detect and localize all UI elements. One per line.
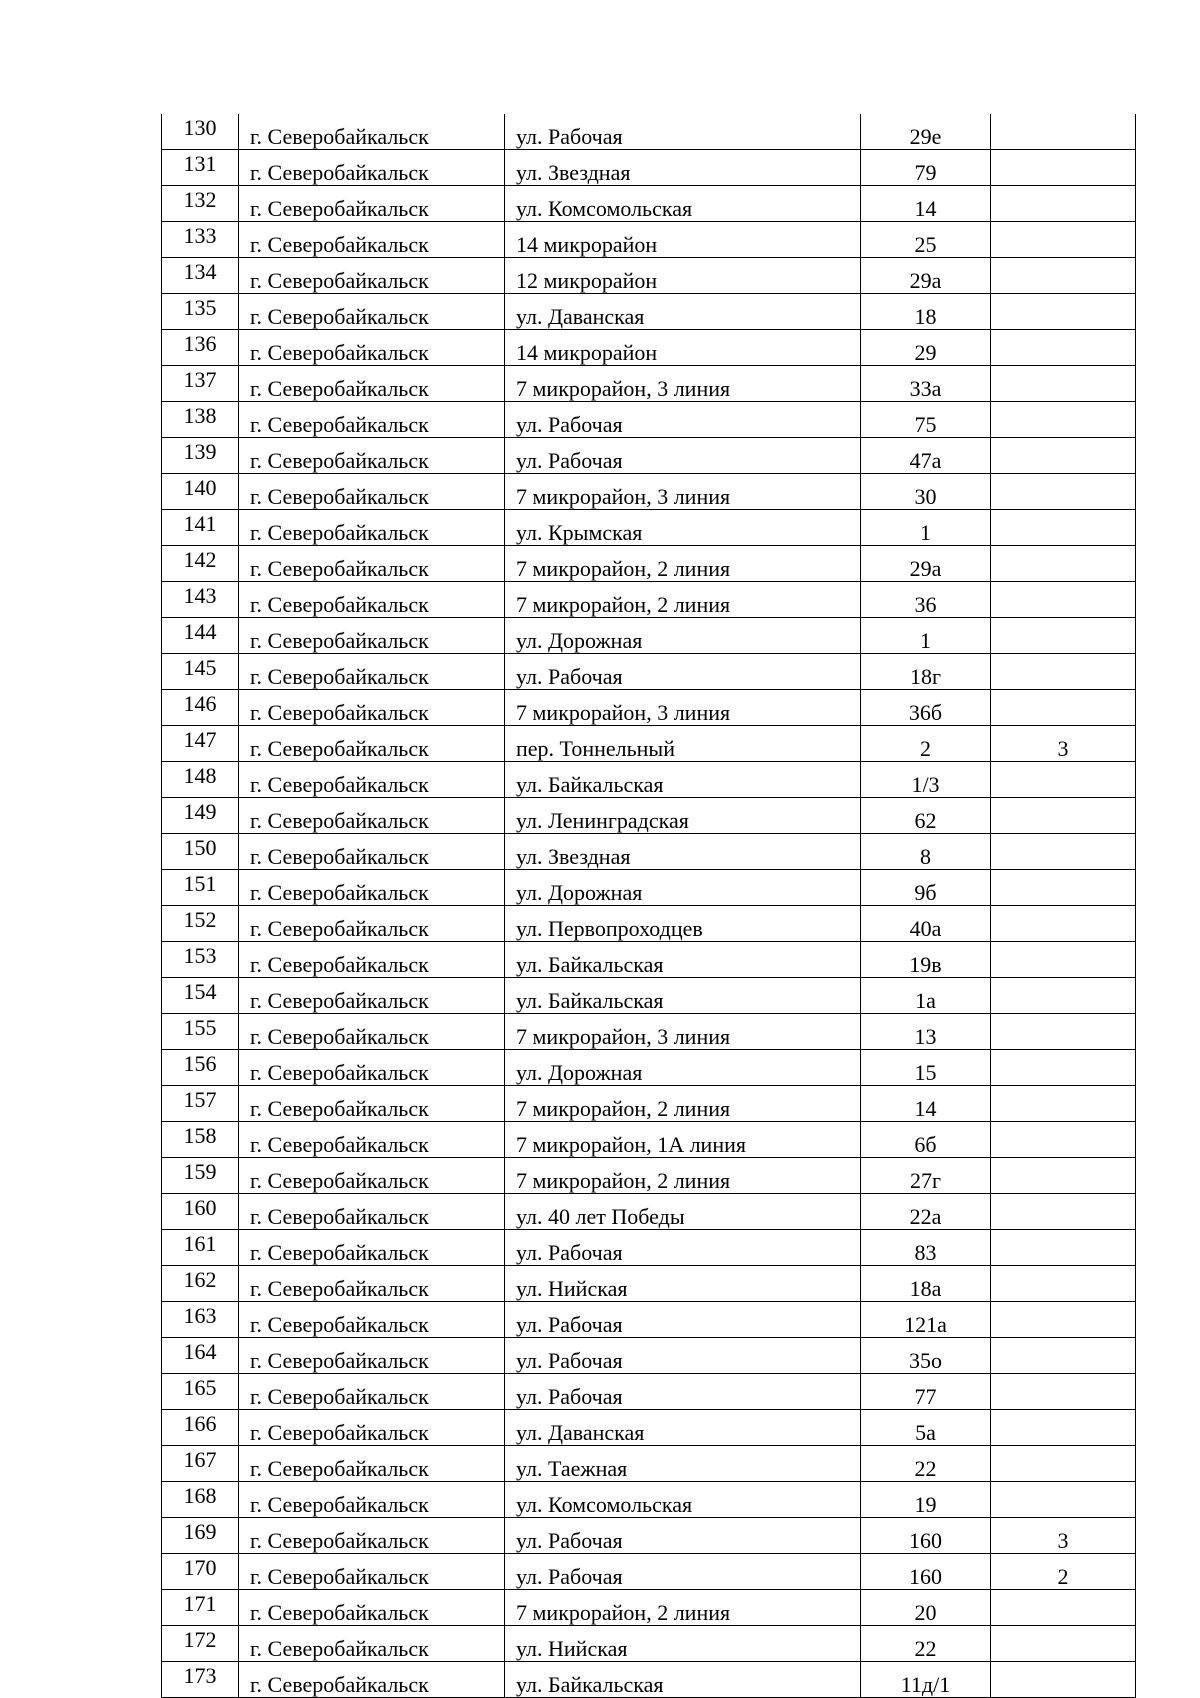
row-number: 149 — [162, 798, 239, 834]
row-number: 136 — [162, 330, 239, 366]
city-cell: г. Северобайкальск — [239, 762, 505, 798]
extra-cell — [991, 474, 1136, 510]
city-cell: г. Северобайкальск — [239, 114, 505, 150]
street-cell: ул. Дорожная — [505, 618, 861, 654]
house-number-cell: 14 — [861, 1086, 991, 1122]
table-row — [162, 330, 1136, 366]
extra-cell — [991, 654, 1136, 690]
row-number: 171 — [162, 1590, 239, 1626]
row-number: 152 — [162, 906, 239, 942]
street-cell: ул. Байкальская — [505, 1662, 861, 1698]
city-cell: г. Северобайкальск — [239, 222, 505, 258]
city-cell: г. Северобайкальск — [239, 1482, 505, 1518]
city-cell: г. Северобайкальск — [239, 510, 505, 546]
city-cell: г. Северобайкальск — [239, 438, 505, 474]
row-number: 156 — [162, 1050, 239, 1086]
house-number-cell: 62 — [861, 798, 991, 834]
city-cell: г. Северобайкальск — [239, 690, 505, 726]
house-number-cell: 8 — [861, 834, 991, 870]
extra-cell — [991, 150, 1136, 186]
extra-cell: 3 — [991, 726, 1136, 762]
street-cell: ул. Дорожная — [505, 1050, 861, 1086]
street-cell: 7 микрорайон, 1А линия — [505, 1122, 861, 1158]
extra-cell — [991, 1626, 1136, 1662]
table-row — [162, 1482, 1136, 1518]
row-number: 159 — [162, 1158, 239, 1194]
row-number: 144 — [162, 618, 239, 654]
extra-cell — [991, 690, 1136, 726]
house-number-cell: 9б — [861, 870, 991, 906]
extra-cell — [991, 294, 1136, 330]
row-number: 168 — [162, 1482, 239, 1518]
row-number: 148 — [162, 762, 239, 798]
street-cell: 7 микрорайон, 2 линия — [505, 1158, 861, 1194]
street-cell: ул. Рабочая — [505, 402, 861, 438]
row-number: 135 — [162, 294, 239, 330]
table-row — [162, 762, 1136, 798]
row-number: 142 — [162, 546, 239, 582]
city-cell: г. Северобайкальск — [239, 546, 505, 582]
address-table-body — [162, 114, 1136, 1698]
extra-cell — [991, 1266, 1136, 1302]
city-cell: г. Северобайкальск — [239, 1194, 505, 1230]
street-cell: ул. Комсомольская — [505, 1482, 861, 1518]
extra-cell — [991, 222, 1136, 258]
street-cell: 7 микрорайон, 2 линия — [505, 546, 861, 582]
row-number: 167 — [162, 1446, 239, 1482]
table-row — [162, 258, 1136, 294]
row-number: 158 — [162, 1122, 239, 1158]
row-number: 166 — [162, 1410, 239, 1446]
house-number-cell: 20 — [861, 1590, 991, 1626]
table-row — [162, 654, 1136, 690]
extra-cell — [991, 402, 1136, 438]
extra-cell — [991, 186, 1136, 222]
row-number: 138 — [162, 402, 239, 438]
table-row — [162, 1302, 1136, 1338]
street-cell: 7 микрорайон, 3 линия — [505, 1014, 861, 1050]
table-row — [162, 1194, 1136, 1230]
city-cell: г. Северобайкальск — [239, 798, 505, 834]
house-number-cell: 6б — [861, 1122, 991, 1158]
house-number-cell: 19 — [861, 1482, 991, 1518]
city-cell: г. Северобайкальск — [239, 618, 505, 654]
row-number: 147 — [162, 726, 239, 762]
house-number-cell: 1 — [861, 510, 991, 546]
street-cell: ул. Комсомольская — [505, 186, 861, 222]
table-row — [162, 438, 1136, 474]
street-cell: ул. Рабочая — [505, 438, 861, 474]
city-cell: г. Северобайкальск — [239, 834, 505, 870]
table-row — [162, 978, 1136, 1014]
house-number-cell: 1а — [861, 978, 991, 1014]
extra-cell — [991, 1410, 1136, 1446]
extra-cell — [991, 1590, 1136, 1626]
extra-cell — [991, 762, 1136, 798]
extra-cell — [991, 1446, 1136, 1482]
house-number-cell: 14 — [861, 186, 991, 222]
house-number-cell: 11д/1 — [861, 1662, 991, 1698]
table-row — [162, 474, 1136, 510]
row-number: 137 — [162, 366, 239, 402]
extra-cell — [991, 1662, 1136, 1698]
street-cell: ул. Рабочая — [505, 114, 861, 150]
street-cell: 14 микрорайон — [505, 330, 861, 366]
house-number-cell: 77 — [861, 1374, 991, 1410]
street-cell: ул. Рабочая — [505, 1230, 861, 1266]
street-cell: 7 микрорайон, 2 линия — [505, 582, 861, 618]
address-table — [161, 114, 1136, 1698]
extra-cell — [991, 114, 1136, 150]
city-cell: г. Северобайкальск — [239, 1662, 505, 1698]
street-cell: ул. Таежная — [505, 1446, 861, 1482]
city-cell: г. Северобайкальск — [239, 906, 505, 942]
table-row — [162, 150, 1136, 186]
street-cell: ул. Нийская — [505, 1626, 861, 1662]
street-cell: ул. Рабочая — [505, 1554, 861, 1590]
house-number-cell: 35о — [861, 1338, 991, 1374]
row-number: 153 — [162, 942, 239, 978]
table-row — [162, 870, 1136, 906]
house-number-cell: 25 — [861, 222, 991, 258]
city-cell: г. Северобайкальск — [239, 1122, 505, 1158]
house-number-cell: 29а — [861, 546, 991, 582]
table-row — [162, 1266, 1136, 1302]
house-number-cell: 29 — [861, 330, 991, 366]
house-number-cell: 5а — [861, 1410, 991, 1446]
house-number-cell: 33а — [861, 366, 991, 402]
house-number-cell: 19в — [861, 942, 991, 978]
row-number: 169 — [162, 1518, 239, 1554]
street-cell: ул. Первопроходцев — [505, 906, 861, 942]
street-cell: 14 микрорайон — [505, 222, 861, 258]
extra-cell — [991, 1482, 1136, 1518]
table-row — [162, 402, 1136, 438]
house-number-cell: 36 — [861, 582, 991, 618]
city-cell: г. Северобайкальск — [239, 402, 505, 438]
city-cell: г. Северобайкальск — [239, 1014, 505, 1050]
street-cell: ул. Рабочая — [505, 1302, 861, 1338]
city-cell: г. Северобайкальск — [239, 1338, 505, 1374]
city-cell: г. Северобайкальск — [239, 1590, 505, 1626]
city-cell: г. Северобайкальск — [239, 366, 505, 402]
table-row — [162, 1446, 1136, 1482]
table-row — [162, 798, 1136, 834]
row-number: 145 — [162, 654, 239, 690]
row-number: 163 — [162, 1302, 239, 1338]
city-cell: г. Северобайкальск — [239, 1158, 505, 1194]
table-row — [162, 1230, 1136, 1266]
street-cell: ул. Звездная — [505, 834, 861, 870]
table-row — [162, 366, 1136, 402]
table-row — [162, 834, 1136, 870]
extra-cell — [991, 438, 1136, 474]
extra-cell — [991, 834, 1136, 870]
table-row — [162, 726, 1136, 762]
house-number-cell: 1/3 — [861, 762, 991, 798]
house-number-cell: 1 — [861, 618, 991, 654]
house-number-cell: 47а — [861, 438, 991, 474]
table-row — [162, 942, 1136, 978]
table-row — [162, 222, 1136, 258]
extra-cell — [991, 366, 1136, 402]
street-cell: ул. Рабочая — [505, 654, 861, 690]
extra-cell — [991, 1302, 1136, 1338]
house-number-cell: 29а — [861, 258, 991, 294]
extra-cell — [991, 546, 1136, 582]
street-cell: 7 микрорайон, 3 линия — [505, 690, 861, 726]
city-cell: г. Северобайкальск — [239, 1410, 505, 1446]
city-cell: г. Северобайкальск — [239, 942, 505, 978]
house-number-cell: 2 — [861, 726, 991, 762]
extra-cell — [991, 1014, 1136, 1050]
table-row — [162, 1518, 1136, 1554]
table-row — [162, 546, 1136, 582]
table-row — [162, 294, 1136, 330]
city-cell: г. Северобайкальск — [239, 1266, 505, 1302]
house-number-cell: 75 — [861, 402, 991, 438]
row-number: 161 — [162, 1230, 239, 1266]
table-row — [162, 690, 1136, 726]
house-number-cell: 22 — [861, 1446, 991, 1482]
table-row — [162, 186, 1136, 222]
table-row — [162, 1050, 1136, 1086]
street-cell: 7 микрорайон, 2 линия — [505, 1590, 861, 1626]
table-row — [162, 1590, 1136, 1626]
street-cell: ул. Нийская — [505, 1266, 861, 1302]
row-number: 141 — [162, 510, 239, 546]
house-number-cell: 18 — [861, 294, 991, 330]
city-cell: г. Северобайкальск — [239, 870, 505, 906]
table-row — [162, 906, 1136, 942]
city-cell: г. Северобайкальск — [239, 1446, 505, 1482]
house-number-cell: 121а — [861, 1302, 991, 1338]
street-cell: ул. Даванская — [505, 294, 861, 330]
row-number: 155 — [162, 1014, 239, 1050]
extra-cell — [991, 1338, 1136, 1374]
row-number: 162 — [162, 1266, 239, 1302]
row-number: 173 — [162, 1662, 239, 1698]
table-row — [162, 510, 1136, 546]
street-cell: ул. Дорожная — [505, 870, 861, 906]
row-number: 164 — [162, 1338, 239, 1374]
house-number-cell: 36б — [861, 690, 991, 726]
city-cell: г. Северобайкальск — [239, 1554, 505, 1590]
extra-cell — [991, 618, 1136, 654]
table-row — [162, 582, 1136, 618]
house-number-cell: 22 — [861, 1626, 991, 1662]
street-cell: 12 микрорайон — [505, 258, 861, 294]
row-number: 131 — [162, 150, 239, 186]
row-number: 157 — [162, 1086, 239, 1122]
city-cell: г. Северобайкальск — [239, 1302, 505, 1338]
extra-cell — [991, 510, 1136, 546]
street-cell: 7 микрорайон, 3 линия — [505, 474, 861, 510]
row-number: 165 — [162, 1374, 239, 1410]
city-cell: г. Северобайкальск — [239, 1518, 505, 1554]
table-row — [162, 114, 1136, 150]
extra-cell: 3 — [991, 1518, 1136, 1554]
city-cell: г. Северобайкальск — [239, 654, 505, 690]
city-cell: г. Северобайкальск — [239, 330, 505, 366]
table-row — [162, 1554, 1136, 1590]
extra-cell — [991, 1086, 1136, 1122]
table-row — [162, 1338, 1136, 1374]
house-number-cell: 40а — [861, 906, 991, 942]
city-cell: г. Северобайкальск — [239, 1374, 505, 1410]
row-number: 151 — [162, 870, 239, 906]
city-cell: г. Северобайкальск — [239, 150, 505, 186]
row-number: 154 — [162, 978, 239, 1014]
row-number: 132 — [162, 186, 239, 222]
extra-cell — [991, 330, 1136, 366]
city-cell: г. Северобайкальск — [239, 726, 505, 762]
street-cell: ул. Рабочая — [505, 1338, 861, 1374]
street-cell: ул. Звездная — [505, 150, 861, 186]
street-cell: 7 микрорайон, 2 линия — [505, 1086, 861, 1122]
street-cell: 7 микрорайон, 3 линия — [505, 366, 861, 402]
table-row — [162, 1158, 1136, 1194]
street-cell: ул. Рабочая — [505, 1374, 861, 1410]
extra-cell — [991, 906, 1136, 942]
house-number-cell: 79 — [861, 150, 991, 186]
street-cell: ул. Крымская — [505, 510, 861, 546]
street-cell: ул. Байкальская — [505, 942, 861, 978]
table-row — [162, 1410, 1136, 1446]
table-row — [162, 1122, 1136, 1158]
street-cell: ул. Рабочая — [505, 1518, 861, 1554]
city-cell: г. Северобайкальск — [239, 258, 505, 294]
street-cell: ул. Ленинградская — [505, 798, 861, 834]
row-number: 134 — [162, 258, 239, 294]
table-row — [162, 1014, 1136, 1050]
extra-cell — [991, 798, 1136, 834]
city-cell: г. Северобайкальск — [239, 186, 505, 222]
house-number-cell: 160 — [861, 1518, 991, 1554]
extra-cell — [991, 1122, 1136, 1158]
extra-cell — [991, 1158, 1136, 1194]
table-row — [162, 618, 1136, 654]
street-cell: ул. 40 лет Победы — [505, 1194, 861, 1230]
street-cell: ул. Байкальская — [505, 762, 861, 798]
house-number-cell: 30 — [861, 474, 991, 510]
row-number: 143 — [162, 582, 239, 618]
row-number: 150 — [162, 834, 239, 870]
city-cell: г. Северобайкальск — [239, 1086, 505, 1122]
row-number: 160 — [162, 1194, 239, 1230]
extra-cell — [991, 1374, 1136, 1410]
row-number: 130 — [162, 114, 239, 150]
city-cell: г. Северобайкальск — [239, 294, 505, 330]
extra-cell — [991, 942, 1136, 978]
house-number-cell: 29е — [861, 114, 991, 150]
row-number: 170 — [162, 1554, 239, 1590]
street-cell: пер. Тоннельный — [505, 726, 861, 762]
street-cell: ул. Байкальская — [505, 978, 861, 1014]
extra-cell — [991, 1194, 1136, 1230]
extra-cell: 2 — [991, 1554, 1136, 1590]
house-number-cell: 13 — [861, 1014, 991, 1050]
city-cell: г. Северобайкальск — [239, 582, 505, 618]
city-cell: г. Северобайкальск — [239, 474, 505, 510]
city-cell: г. Северобайкальск — [239, 1626, 505, 1662]
extra-cell — [991, 1050, 1136, 1086]
house-number-cell: 83 — [861, 1230, 991, 1266]
table-row — [162, 1086, 1136, 1122]
city-cell: г. Северобайкальск — [239, 1230, 505, 1266]
extra-cell — [991, 978, 1136, 1014]
extra-cell — [991, 870, 1136, 906]
table-row — [162, 1626, 1136, 1662]
street-cell: ул. Даванская — [505, 1410, 861, 1446]
row-number: 146 — [162, 690, 239, 726]
table-row — [162, 1662, 1136, 1698]
extra-cell — [991, 582, 1136, 618]
table-row — [162, 1374, 1136, 1410]
house-number-cell: 18г — [861, 654, 991, 690]
row-number: 140 — [162, 474, 239, 510]
house-number-cell: 15 — [861, 1050, 991, 1086]
row-number: 139 — [162, 438, 239, 474]
row-number: 172 — [162, 1626, 239, 1662]
city-cell: г. Северобайкальск — [239, 978, 505, 1014]
row-number: 133 — [162, 222, 239, 258]
extra-cell — [991, 258, 1136, 294]
house-number-cell: 160 — [861, 1554, 991, 1590]
house-number-cell: 27г — [861, 1158, 991, 1194]
extra-cell — [991, 1230, 1136, 1266]
house-number-cell: 18а — [861, 1266, 991, 1302]
city-cell: г. Северобайкальск — [239, 1050, 505, 1086]
house-number-cell: 22а — [861, 1194, 991, 1230]
